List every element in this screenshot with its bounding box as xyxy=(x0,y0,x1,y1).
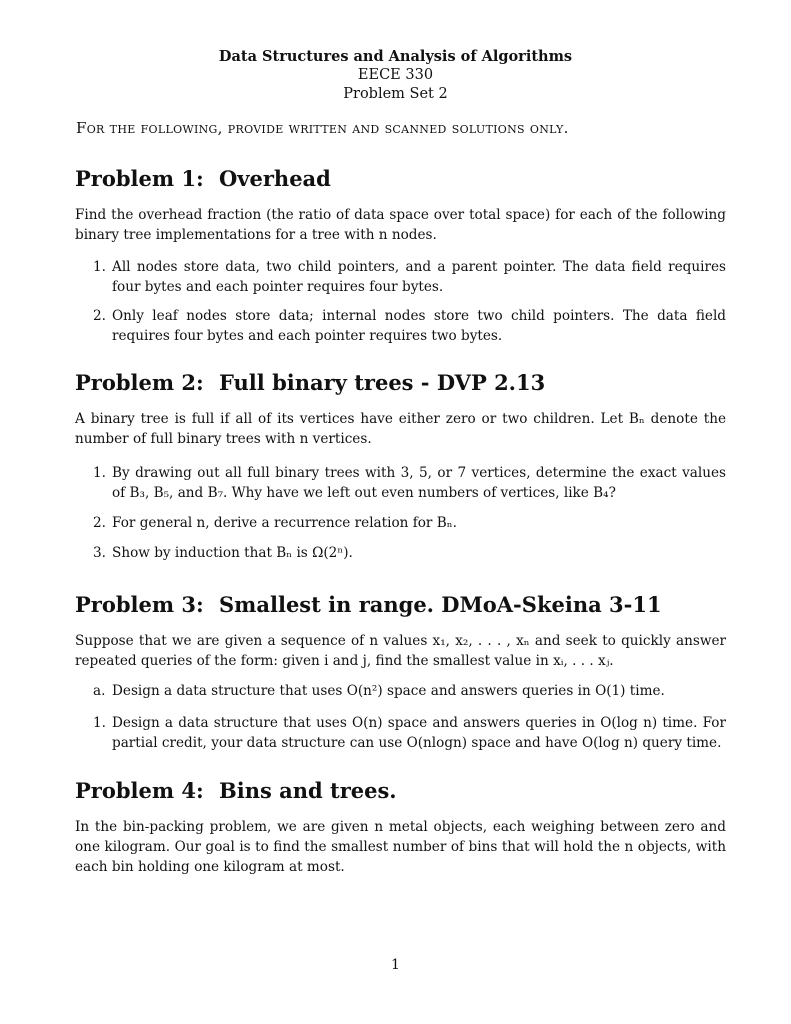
page-number: 1 xyxy=(391,957,400,973)
problem-number: Problem 4: xyxy=(75,778,204,803)
problem-3-item-a xyxy=(93,681,726,701)
item-text: Only leaf nodes store data; internal nodes store two child pointers. The data field requires four bytes and each pointer requires two bytes. xyxy=(112,308,726,344)
problem-1-item-2 xyxy=(93,306,726,346)
problem-1-item-1 xyxy=(93,257,726,297)
problem-number: Problem 2: xyxy=(75,370,204,395)
document-header xyxy=(0,47,791,104)
item-text: Design a data structure that uses O(n²) space and answers queries in O(1) time. xyxy=(112,683,665,699)
problem-2-item-2 xyxy=(93,513,726,533)
item-label: 1. xyxy=(93,465,106,481)
problem-2-item-1 xyxy=(93,463,726,503)
item-text: Design a data structure that uses O(n) space and answers queries in O(log n) time. For partial credit, your data structure can use O(nlogn) space and have O(log n) query time. xyxy=(112,715,726,751)
problem-3-intro: Suppose that we are given a sequence of n values x₁, x₂, . . . , xₙ and seek to quickly answer repeated queries of the form: given i and j, find the smallest value in xᵢ, . . . xⱼ. xyxy=(75,633,726,669)
item-text: For general n, derive a recurrence relation for Bₙ. xyxy=(112,515,457,531)
problem-number: Problem 3: xyxy=(75,592,204,617)
problem-number: Problem 1: xyxy=(75,166,204,191)
problem-title: Overhead xyxy=(219,166,331,191)
problem-4-intro: In the bin-packing problem, we are given n metal objects, each weighing between zero and one kilogram. Our goal is to find the smallest number of bins that will hold the n objects, with each bin holding one kilogram at most. xyxy=(75,819,726,875)
item-label: 3. xyxy=(93,545,106,561)
problem-3-item-1 xyxy=(93,713,726,753)
problem-3-heading xyxy=(75,592,662,617)
problem-title: Smallest in range. DMoA-Skeina 3-11 xyxy=(219,592,662,617)
course-title: Data Structures and Analysis of Algorithms xyxy=(218,48,573,65)
item-label: 1. xyxy=(93,259,106,275)
item-text: All nodes store data, two child pointers, and a parent pointer. The data field requires four bytes and each pointer requires four bytes. xyxy=(112,259,726,295)
item-label: 2. xyxy=(93,308,106,324)
problem-set-title: Problem Set 2 xyxy=(343,86,448,102)
problem-2-intro: A binary tree is full if all of its vertices have either zero or two children. Let Bₙ denote the number of full binary trees with n vertices. xyxy=(75,411,726,447)
item-label: 2. xyxy=(93,515,106,531)
course-code: EECE 330 xyxy=(357,67,434,83)
problem-2-item-3 xyxy=(93,543,726,563)
problem-title: Bins and trees. xyxy=(219,778,397,803)
problem-2-heading xyxy=(75,370,545,395)
problem-title: Full binary trees - DVP 2.13 xyxy=(219,370,546,395)
problem-4-heading xyxy=(75,778,397,803)
item-text: Show by induction that Bₙ is Ω(2ⁿ). xyxy=(112,545,353,561)
item-text: By drawing out all full binary trees with 3, 5, or 7 vertices, determine the exact values of B₃, B₅, and B₇. Why have we left out even numbers of vertices, like B₄? xyxy=(112,465,726,501)
problem-1-intro: Find the overhead fraction (the ratio of data space over total space) for each of the following binary tree implementations for a tree with n nodes. xyxy=(75,207,726,243)
instructions: For the following, provide written and scanned solutions only. xyxy=(76,119,569,137)
item-label: 1. xyxy=(93,715,106,731)
problem-1-heading xyxy=(75,166,331,191)
item-label: a. xyxy=(93,683,106,699)
